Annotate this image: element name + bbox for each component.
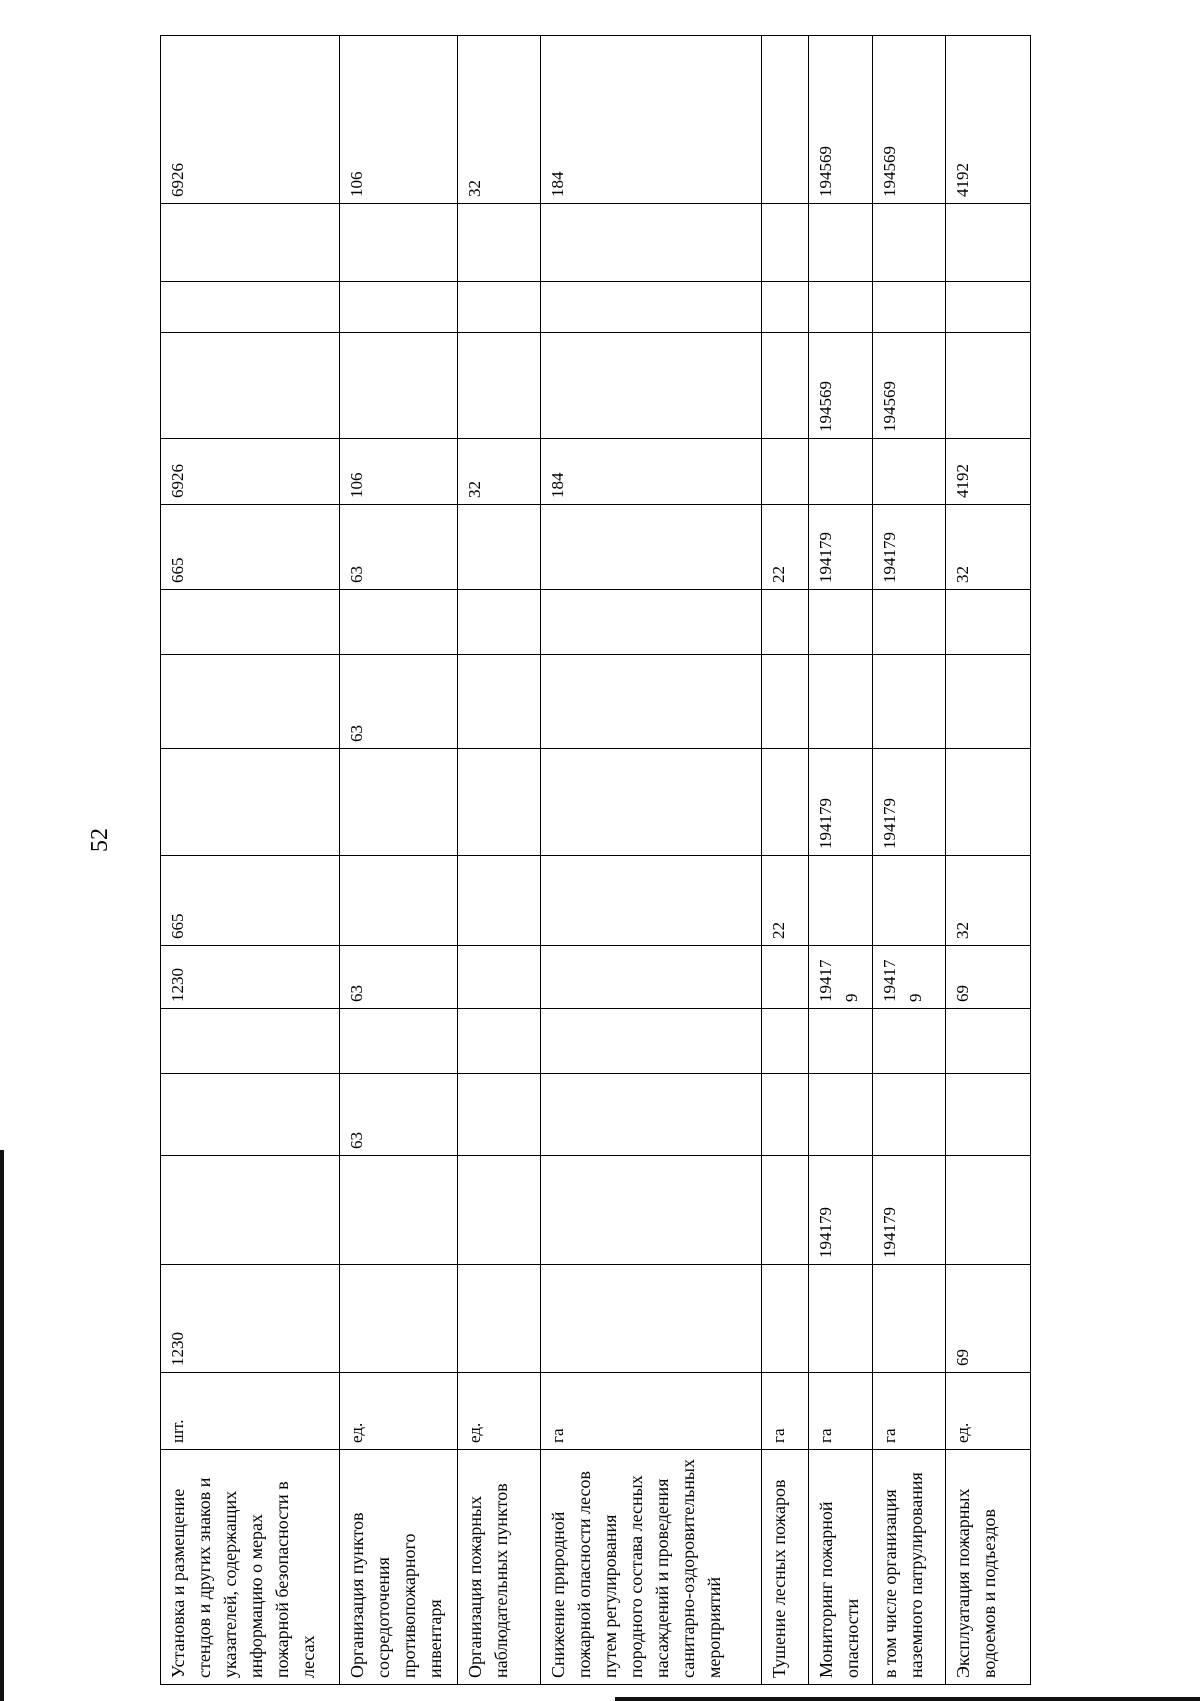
unit-cell: га xyxy=(541,1373,762,1450)
value-cell-c11 xyxy=(872,439,945,505)
value-cell-c2 xyxy=(340,1156,458,1265)
value-cell-c12 xyxy=(161,333,340,439)
value-cell-c10 xyxy=(457,505,540,590)
scan-edge-bottom xyxy=(615,1697,1200,1701)
table-row xyxy=(457,36,540,1685)
value-cell-c5 xyxy=(457,946,540,1009)
value-cell-c13 xyxy=(809,282,873,333)
value-cell-c5: 194179 xyxy=(809,946,873,1009)
row-name-cell: Снижение природной пожарной опасности лесов путем регулирования породного состава лесных насаждений и проведения санитарно-оздоровительных мероприятий xyxy=(541,1450,762,1685)
value-cell-c2 xyxy=(762,1156,809,1265)
value-cell-c5: 1230 xyxy=(161,946,340,1009)
unit-cell: га xyxy=(809,1373,873,1450)
value-cell-c6 xyxy=(809,856,873,946)
value-cell-c8 xyxy=(161,655,340,749)
value-cell-c10: 665 xyxy=(161,505,340,590)
value-cell-c8 xyxy=(541,655,762,749)
value-cell-c11: 106 xyxy=(340,439,458,505)
data-table xyxy=(160,35,1031,1685)
value-cell-c1 xyxy=(809,1265,873,1373)
table-row xyxy=(161,36,340,1685)
value-cell-c10: 22 xyxy=(762,505,809,590)
value-cell-c9 xyxy=(541,590,762,655)
value-cell-c5: 194179 xyxy=(872,946,945,1009)
value-cell-c9 xyxy=(161,590,340,655)
value-cell-c3 xyxy=(945,1074,1031,1156)
unit-cell: шт. xyxy=(161,1373,340,1450)
rotated-table-container xyxy=(160,50,1031,1685)
value-cell-c3: 63 xyxy=(340,1074,458,1156)
value-cell-c14 xyxy=(762,204,809,282)
value-cell-c1 xyxy=(457,1265,540,1373)
value-cell-c9 xyxy=(457,590,540,655)
value-cell-c7 xyxy=(161,749,340,856)
value-cell-c9 xyxy=(809,590,873,655)
value-cell-c13 xyxy=(872,282,945,333)
scan-edge-left xyxy=(0,1150,4,1701)
value-cell-c8: 63 xyxy=(340,655,458,749)
table-sheet xyxy=(160,50,1031,1685)
value-cell-c7 xyxy=(457,749,540,856)
value-cell-c7 xyxy=(762,749,809,856)
value-cell-c4 xyxy=(457,1009,540,1074)
value-cell-c7: 194179 xyxy=(872,749,945,856)
table-row xyxy=(541,36,762,1685)
value-cell-c1: 1230 xyxy=(161,1265,340,1373)
row-name-cell: Мониторинг пожарной опасности xyxy=(809,1450,873,1685)
value-cell-c15: 6926 xyxy=(161,36,340,204)
value-cell-c4 xyxy=(762,1009,809,1074)
value-cell-c1: 69 xyxy=(945,1265,1031,1373)
value-cell-c3 xyxy=(161,1074,340,1156)
value-cell-c12 xyxy=(457,333,540,439)
value-cell-c14 xyxy=(945,204,1031,282)
value-cell-c7 xyxy=(340,749,458,856)
unit-cell: ед. xyxy=(340,1373,458,1450)
unit-cell: га xyxy=(872,1373,945,1450)
row-name-cell: Организация пожарных наблюдательных пунктов xyxy=(457,1450,540,1685)
table-row xyxy=(809,36,873,1685)
value-cell-c11: 4192 xyxy=(945,439,1031,505)
value-cell-c2: 194179 xyxy=(872,1156,945,1265)
table-row xyxy=(340,36,458,1685)
value-cell-c12 xyxy=(945,333,1031,439)
value-cell-c11: 184 xyxy=(541,439,762,505)
row-name-cell: Эксплуатация пожарных водоемов и подъездов xyxy=(945,1450,1031,1685)
value-cell-c13 xyxy=(541,282,762,333)
value-cell-c10 xyxy=(541,505,762,590)
value-cell-c1 xyxy=(762,1265,809,1373)
value-cell-c5 xyxy=(541,946,762,1009)
value-cell-c10: 194179 xyxy=(809,505,873,590)
value-cell-c13 xyxy=(340,282,458,333)
value-cell-c8 xyxy=(457,655,540,749)
value-cell-c11 xyxy=(809,439,873,505)
value-cell-c14 xyxy=(340,204,458,282)
value-cell-c11: 32 xyxy=(457,439,540,505)
value-cell-c15: 194569 xyxy=(809,36,873,204)
value-cell-c9 xyxy=(872,590,945,655)
value-cell-c6 xyxy=(541,856,762,946)
value-cell-c5: 63 xyxy=(340,946,458,1009)
row-name-cell: Организация пунктов сосредоточения противопожарного инвентаря xyxy=(340,1450,458,1685)
value-cell-c13 xyxy=(762,282,809,333)
value-cell-c6 xyxy=(457,856,540,946)
unit-cell: ед. xyxy=(945,1373,1031,1450)
value-cell-c2 xyxy=(161,1156,340,1265)
value-cell-c11: 6926 xyxy=(161,439,340,505)
value-cell-c10: 32 xyxy=(945,505,1031,590)
value-cell-c6: 22 xyxy=(762,856,809,946)
value-cell-c1 xyxy=(541,1265,762,1373)
value-cell-c3 xyxy=(457,1074,540,1156)
value-cell-c6: 665 xyxy=(161,856,340,946)
value-cell-c15: 184 xyxy=(541,36,762,204)
unit-cell: га xyxy=(762,1373,809,1450)
value-cell-c3 xyxy=(872,1074,945,1156)
value-cell-c7 xyxy=(541,749,762,856)
value-cell-c2 xyxy=(457,1156,540,1265)
value-cell-c2: 194179 xyxy=(809,1156,873,1265)
value-cell-c15 xyxy=(762,36,809,204)
value-cell-c10: 63 xyxy=(340,505,458,590)
value-cell-c8 xyxy=(945,655,1031,749)
value-cell-c2 xyxy=(945,1156,1031,1265)
value-cell-c4 xyxy=(340,1009,458,1074)
value-cell-c4 xyxy=(945,1009,1031,1074)
value-cell-c9 xyxy=(762,590,809,655)
row-name-cell: Тушение лесных пожаров xyxy=(762,1450,809,1685)
value-cell-c4 xyxy=(809,1009,873,1074)
value-cell-c14 xyxy=(541,204,762,282)
unit-cell: ед. xyxy=(457,1373,540,1450)
value-cell-c6 xyxy=(340,856,458,946)
row-name-cell: в том числе организация наземного патрулирования xyxy=(872,1450,945,1685)
value-cell-c4 xyxy=(541,1009,762,1074)
value-cell-c1 xyxy=(872,1265,945,1373)
value-cell-c7: 194179 xyxy=(809,749,873,856)
table-row xyxy=(945,36,1031,1685)
page-number: 52 xyxy=(87,828,113,852)
value-cell-c12 xyxy=(340,333,458,439)
value-cell-c14 xyxy=(872,204,945,282)
table-row xyxy=(872,36,945,1685)
value-cell-c5: 69 xyxy=(945,946,1031,1009)
value-cell-c6 xyxy=(872,856,945,946)
value-cell-c12: 194569 xyxy=(872,333,945,439)
value-cell-c12: 194569 xyxy=(809,333,873,439)
value-cell-c4 xyxy=(872,1009,945,1074)
value-cell-c5 xyxy=(762,946,809,1009)
row-name-cell: Установка и размещение стендов и других знаков и указателей, содержащих информацию о мерах пожарной безопасности в лесах xyxy=(161,1450,340,1685)
table-row xyxy=(762,36,809,1685)
value-cell-c15: 106 xyxy=(340,36,458,204)
value-cell-c9 xyxy=(340,590,458,655)
value-cell-c8 xyxy=(809,655,873,749)
value-cell-c4 xyxy=(161,1009,340,1074)
value-cell-c15: 32 xyxy=(457,36,540,204)
value-cell-c11 xyxy=(762,439,809,505)
value-cell-c14 xyxy=(457,204,540,282)
value-cell-c3 xyxy=(762,1074,809,1156)
value-cell-c14 xyxy=(809,204,873,282)
value-cell-c3 xyxy=(541,1074,762,1156)
value-cell-c15: 4192 xyxy=(945,36,1031,204)
value-cell-c13 xyxy=(945,282,1031,333)
value-cell-c8 xyxy=(872,655,945,749)
value-cell-c7 xyxy=(945,749,1031,856)
value-cell-c15: 194569 xyxy=(872,36,945,204)
value-cell-c10: 194179 xyxy=(872,505,945,590)
value-cell-c13 xyxy=(161,282,340,333)
value-cell-c6: 32 xyxy=(945,856,1031,946)
value-cell-c12 xyxy=(541,333,762,439)
value-cell-c3 xyxy=(809,1074,873,1156)
value-cell-c9 xyxy=(945,590,1031,655)
value-cell-c8 xyxy=(762,655,809,749)
value-cell-c13 xyxy=(457,282,540,333)
value-cell-c12 xyxy=(762,333,809,439)
value-cell-c14 xyxy=(161,204,340,282)
value-cell-c1 xyxy=(340,1265,458,1373)
value-cell-c2 xyxy=(541,1156,762,1265)
